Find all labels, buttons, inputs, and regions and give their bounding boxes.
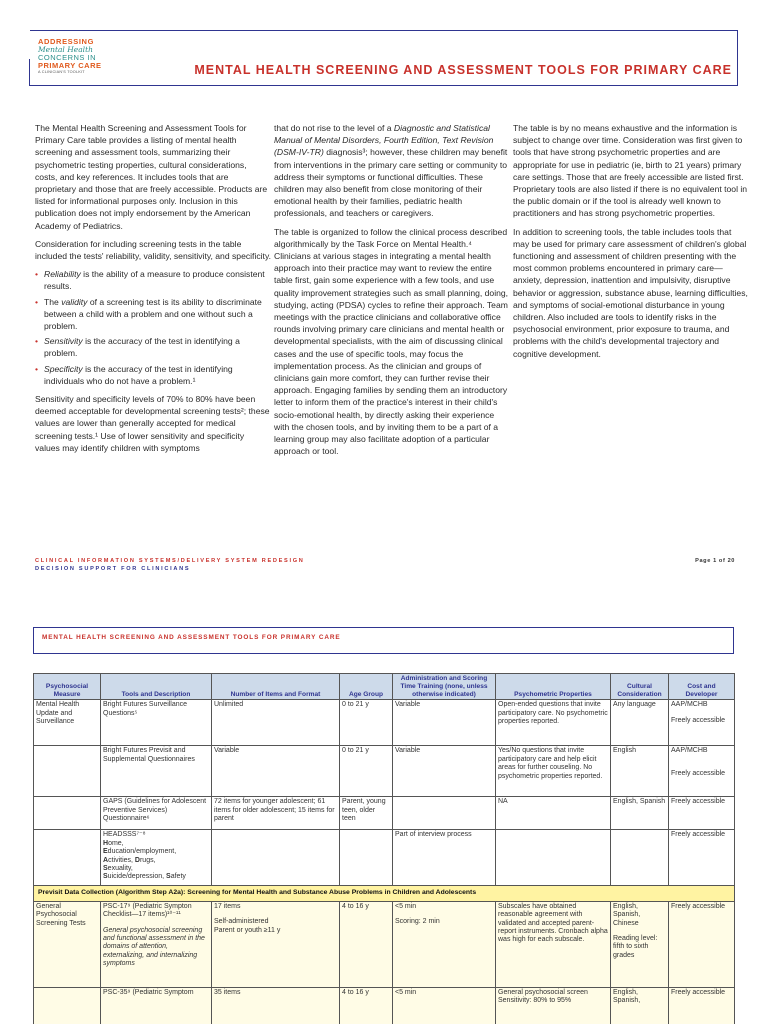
cell-cultural bbox=[611, 901, 669, 987]
logo-line-2: Mental Health bbox=[38, 44, 93, 54]
developer: AAP/MCHB bbox=[671, 747, 708, 755]
table-header-row bbox=[34, 674, 735, 700]
cell-measure bbox=[34, 746, 101, 797]
term: Sensitivity bbox=[44, 336, 83, 347]
cell-tool bbox=[101, 901, 212, 987]
cell-cost bbox=[669, 746, 735, 797]
cell-cultural: English, Spanish bbox=[611, 797, 669, 830]
cell-tool: Bright Futures Surveillance Questions⁵ bbox=[101, 700, 212, 746]
banner-title: MENTAL HEALTH SCREENING AND ASSESSMENT TOOLS FOR PRIMARY CARE bbox=[42, 634, 341, 641]
acronym-line: Home, bbox=[103, 839, 124, 847]
list-item bbox=[35, 335, 271, 359]
item-format: Self-administered bbox=[214, 918, 269, 926]
languages: English, Spanish, Chinese bbox=[613, 902, 641, 927]
item-respondent: Parent or youth ≥11 y bbox=[214, 926, 281, 934]
cell-psychometric: Yes/No questions that invite participatory care and help elicit areas for further couseling. No psychometric properties reported. bbox=[496, 746, 611, 797]
footer-line-1: CLINICAL INFORMATION SYSTEMS/DELIVERY SYSTEM REDESIGN bbox=[35, 558, 305, 564]
term: validity bbox=[61, 296, 88, 307]
cell-items: 35 items bbox=[212, 987, 340, 1024]
cell-age: 4 to 16 y bbox=[340, 987, 393, 1024]
paragraph bbox=[274, 122, 510, 220]
table-row bbox=[34, 830, 735, 886]
section-heading: Previsit Data Collection (Algorithm Step A2a): Screening for Mental Health and Substance Abuse Problems in Children and Adolescents bbox=[34, 886, 735, 901]
cell-items: Unlimited bbox=[212, 700, 340, 746]
term: Reliability bbox=[44, 269, 81, 280]
cell-measure bbox=[34, 830, 101, 886]
cell-cost bbox=[669, 700, 735, 746]
column-header: Tools and Description bbox=[101, 674, 212, 700]
list-item bbox=[35, 268, 271, 292]
paragraph: In addition to screening tools, the table includes tools that may be used for primary care assessment of children's global functioning and assessment of children presenting with the most common problems encountered in primary care—anxiety, depression, inattention and impulsivity, disruptive behavior or aggression, substance abuse, learning difficulties, and symptoms of social-emotional disturbance in young children. Also included are tools to identify risks in the psychosocial environment, prior exposure to trauma, and problems with the child's developmental trajectory and cognitive development. bbox=[513, 226, 748, 359]
paragraph: The table is organized to follow the clinical process described algorithmically by the Task Force on Mental Health.⁴ Clinicians at various stages in integrating a mental health approach into their practice may want to review the entire table first, gain some experience with a few tools, and use quality improvement strategies such as small planning, doing, studying, acting (PDSA) cycles to refine their approach. Team meetings with the practice clinicians and collaborative office rounds involving primary care clinicians and mental health or developmental specialists, with the aim of discussing clinical cases and the use of specific tools, may focus the implementation process. As the clinician and groups of clinicians gain more comfort, they can further revise their approach. Engaging families by sending them an introductory letter to inform them of the practice's interest in their child's socio-emotional health, by directly asking their experience with the chosen tools, and by inviting them to be a part of a learning group may also facilitate adoption of a particular approach or tool. bbox=[274, 226, 509, 457]
paragraph: Consideration for including screening tests in the table included the tests' reliability, validity, sensitivity, and specificity. bbox=[35, 238, 271, 262]
cell-age: 4 to 16 y bbox=[340, 901, 393, 987]
cell-tool: Bright Futures Previsit and Supplemental Questionnaires bbox=[101, 746, 212, 797]
cell-items: 72 items for younger adolescent; 61 items for older adolescent; 15 items for parent bbox=[212, 797, 340, 830]
acronym-line: Activities, Drugs, bbox=[103, 856, 156, 864]
logo-line-4: PRIMARY CARE bbox=[38, 60, 102, 70]
toolkit-logo bbox=[38, 38, 120, 73]
cell-psychometric: General psychosocial screen Sensitivity: 80% to 95% bbox=[496, 987, 611, 1024]
cell-admin: Variable bbox=[393, 700, 496, 746]
column-header: Administration and Scoring Time Training (none, unless otherwise indicated) bbox=[393, 674, 496, 700]
cost: Freely accessible bbox=[671, 769, 726, 777]
cell-age bbox=[340, 830, 393, 886]
footer-line-2: DECISION SUPPORT FOR CLINICIANS bbox=[35, 566, 191, 572]
cell-cost: Freely accessible bbox=[669, 901, 735, 987]
cell-tool: PSC-35⁹ (Pediatric Symptom bbox=[101, 987, 212, 1024]
admin-time: <5 min bbox=[395, 902, 417, 910]
cell-age: Parent, young teen, older teen bbox=[340, 797, 393, 830]
page-footer bbox=[35, 557, 735, 573]
column-header: Number of Items and Format bbox=[212, 674, 340, 700]
acronym-line: Suicide/depression, Safety bbox=[103, 873, 186, 881]
acronym-line: Education/employment, bbox=[103, 848, 177, 856]
tool-name: PSC-17⁹ (Pediatric Sympton Checklist—17 items)¹⁰⁻¹¹ bbox=[103, 902, 192, 919]
column-header: Cost and Developer bbox=[669, 674, 735, 700]
logo-line-1: ADDRESSING bbox=[38, 37, 95, 46]
cell-age: 0 to 21 y bbox=[340, 746, 393, 797]
list-item bbox=[35, 296, 271, 333]
definition: is the accuracy of the test in identifying individuals who do not have a problem.¹ bbox=[44, 363, 233, 386]
developer: AAP/MCHB bbox=[671, 701, 708, 709]
cell-psychometric: NA bbox=[496, 797, 611, 830]
scoring-time: Scoring: 2 min bbox=[395, 918, 440, 926]
cell-items bbox=[212, 830, 340, 886]
cell-cost: Freely accessible bbox=[669, 830, 735, 886]
column-header: Age Group bbox=[340, 674, 393, 700]
screening-tools-table bbox=[33, 673, 735, 1024]
logo-line-3: CONCERNS IN bbox=[38, 52, 97, 62]
cell-items bbox=[212, 901, 340, 987]
cell-cost: Freely accessible bbox=[669, 987, 735, 1024]
table-row bbox=[34, 746, 735, 797]
definition-list bbox=[35, 268, 271, 387]
page-number: Page 1 of 20 bbox=[695, 558, 735, 564]
text-column-3 bbox=[513, 122, 749, 366]
cell-psychometric: Open-ended questions that invite participatory care. No psychometric properties reported. bbox=[496, 700, 611, 746]
logo-line-5: A CLINICIAN'S TOOLKIT bbox=[38, 69, 85, 74]
cell-admin bbox=[393, 901, 496, 987]
acronym-line: Sexuality, bbox=[103, 865, 133, 873]
document-title: MENTAL HEALTH SCREENING AND ASSESSMENT TOOLS FOR PRIMARY CARE bbox=[194, 63, 732, 77]
definition: of a screening test is its ability to discriminate between a child with a problem and one without such a problem. bbox=[44, 296, 262, 332]
paragraph: Sensitivity and specificity levels of 70% to 80% have been deemed acceptable for developmental screening tests²; these values are lower than generally accepted for medical screening tests.¹ Use of lower sensitivity and specificity values may identify children with symptoms bbox=[35, 394, 270, 453]
cell-cultural: Any language bbox=[611, 700, 669, 746]
cell-admin: Variable bbox=[393, 746, 496, 797]
cell-cost: Freely accessible bbox=[669, 797, 735, 830]
text-run: diagnosis³; however, these children may benefit from interventions in the primary care setting or community to address their symptoms or functional difficulties. These children may also benefit from close monitoring of their emotional health by their families, pediatric health professionals, and teachers or caregivers. bbox=[274, 147, 508, 219]
text-column-1 bbox=[35, 122, 271, 460]
table-banner bbox=[33, 627, 734, 654]
definition-prefix: The bbox=[44, 296, 62, 307]
table-row bbox=[34, 700, 735, 746]
cell-age: 0 to 21 y bbox=[340, 700, 393, 746]
reading-level: Reading level: fifth to sixth grades bbox=[613, 935, 658, 959]
item-count: 17 items bbox=[214, 902, 241, 910]
cell-cultural: English, Spanish, bbox=[611, 987, 669, 1024]
cell-cultural: English bbox=[611, 746, 669, 797]
cell-admin: <5 min bbox=[393, 987, 496, 1024]
column-header: Cultural Consideration bbox=[611, 674, 669, 700]
paragraph: The table is by no means exhaustive and the information is subject to change over time. Consideration was first given to tools that have strong psychometric properties and are appropriate for use in pediatric (ie, birth to 21 years) primary care settings. Those that are freely accessible are listed first. Proprietary tools are also listed if there is no equivalent tool in the public domain or if the tool is already well known to practitioners and has strong psychometric properties. bbox=[513, 123, 748, 219]
tool-description: General psychosocial screening and functional assessment in the domains of attention, externalizing, and internalizing symptoms bbox=[103, 926, 205, 968]
paragraph: The Mental Health Screening and Assessment Tools for Primary Care table provides a listing of mental health screening and assessment tools, summarizing their psychometric testing properties, cultural considerations, costs, and key references. It includes tools that are proprietary and those that are freely accessible. Products are listed for informational purposes only. Inclusion in this publication does not imply endorsement by the American Academy of Pediatrics. bbox=[35, 123, 268, 231]
cell-psychometric: Subscales have obtained reasonable agreement with validated and accepted parent-report instruments. Cronbach alpha was high for each subscale. bbox=[496, 901, 611, 987]
header-frame bbox=[30, 30, 738, 86]
cell-tool bbox=[101, 830, 212, 886]
cell-tool: GAPS (Guidelines for Adolescent Preventive Services) Questionnaire⁶ bbox=[101, 797, 212, 830]
cell-admin bbox=[393, 797, 496, 830]
cell-admin: Part of interview process bbox=[393, 830, 496, 886]
table-row bbox=[34, 901, 735, 987]
cell-measure bbox=[34, 797, 101, 830]
cell-psychometric bbox=[496, 830, 611, 886]
text-run: that do not rise to the level of a bbox=[274, 123, 394, 133]
table-row bbox=[34, 797, 735, 830]
cell-measure bbox=[34, 987, 101, 1024]
definition: is the accuracy of the test in identifying a problem. bbox=[44, 336, 240, 359]
table-row bbox=[34, 987, 735, 1024]
section-row bbox=[34, 886, 735, 901]
cell-cultural bbox=[611, 830, 669, 886]
tool-name: HEADSSS⁷⁻⁸ bbox=[103, 831, 146, 839]
cost: Freely accessible bbox=[671, 716, 726, 724]
cell-items: Variable bbox=[212, 746, 340, 797]
definition: is the ability of a measure to produce consistent results. bbox=[44, 269, 265, 292]
list-item bbox=[35, 363, 271, 387]
text-column-2 bbox=[274, 122, 510, 463]
cell-measure: General Psychosocial Screening Tests bbox=[34, 901, 101, 987]
column-header: Psychosocial Measure bbox=[34, 674, 101, 700]
book-title: Diagnostic and Statistical Manual of Mental Disorders, Fourth Edition, Text Revision (DSM-IV-TR) bbox=[274, 123, 494, 158]
cell-measure: Mental Health Update and Surveillance bbox=[34, 700, 101, 746]
column-header: Psychometric Properties bbox=[496, 674, 611, 700]
term: Specificity bbox=[44, 363, 83, 374]
